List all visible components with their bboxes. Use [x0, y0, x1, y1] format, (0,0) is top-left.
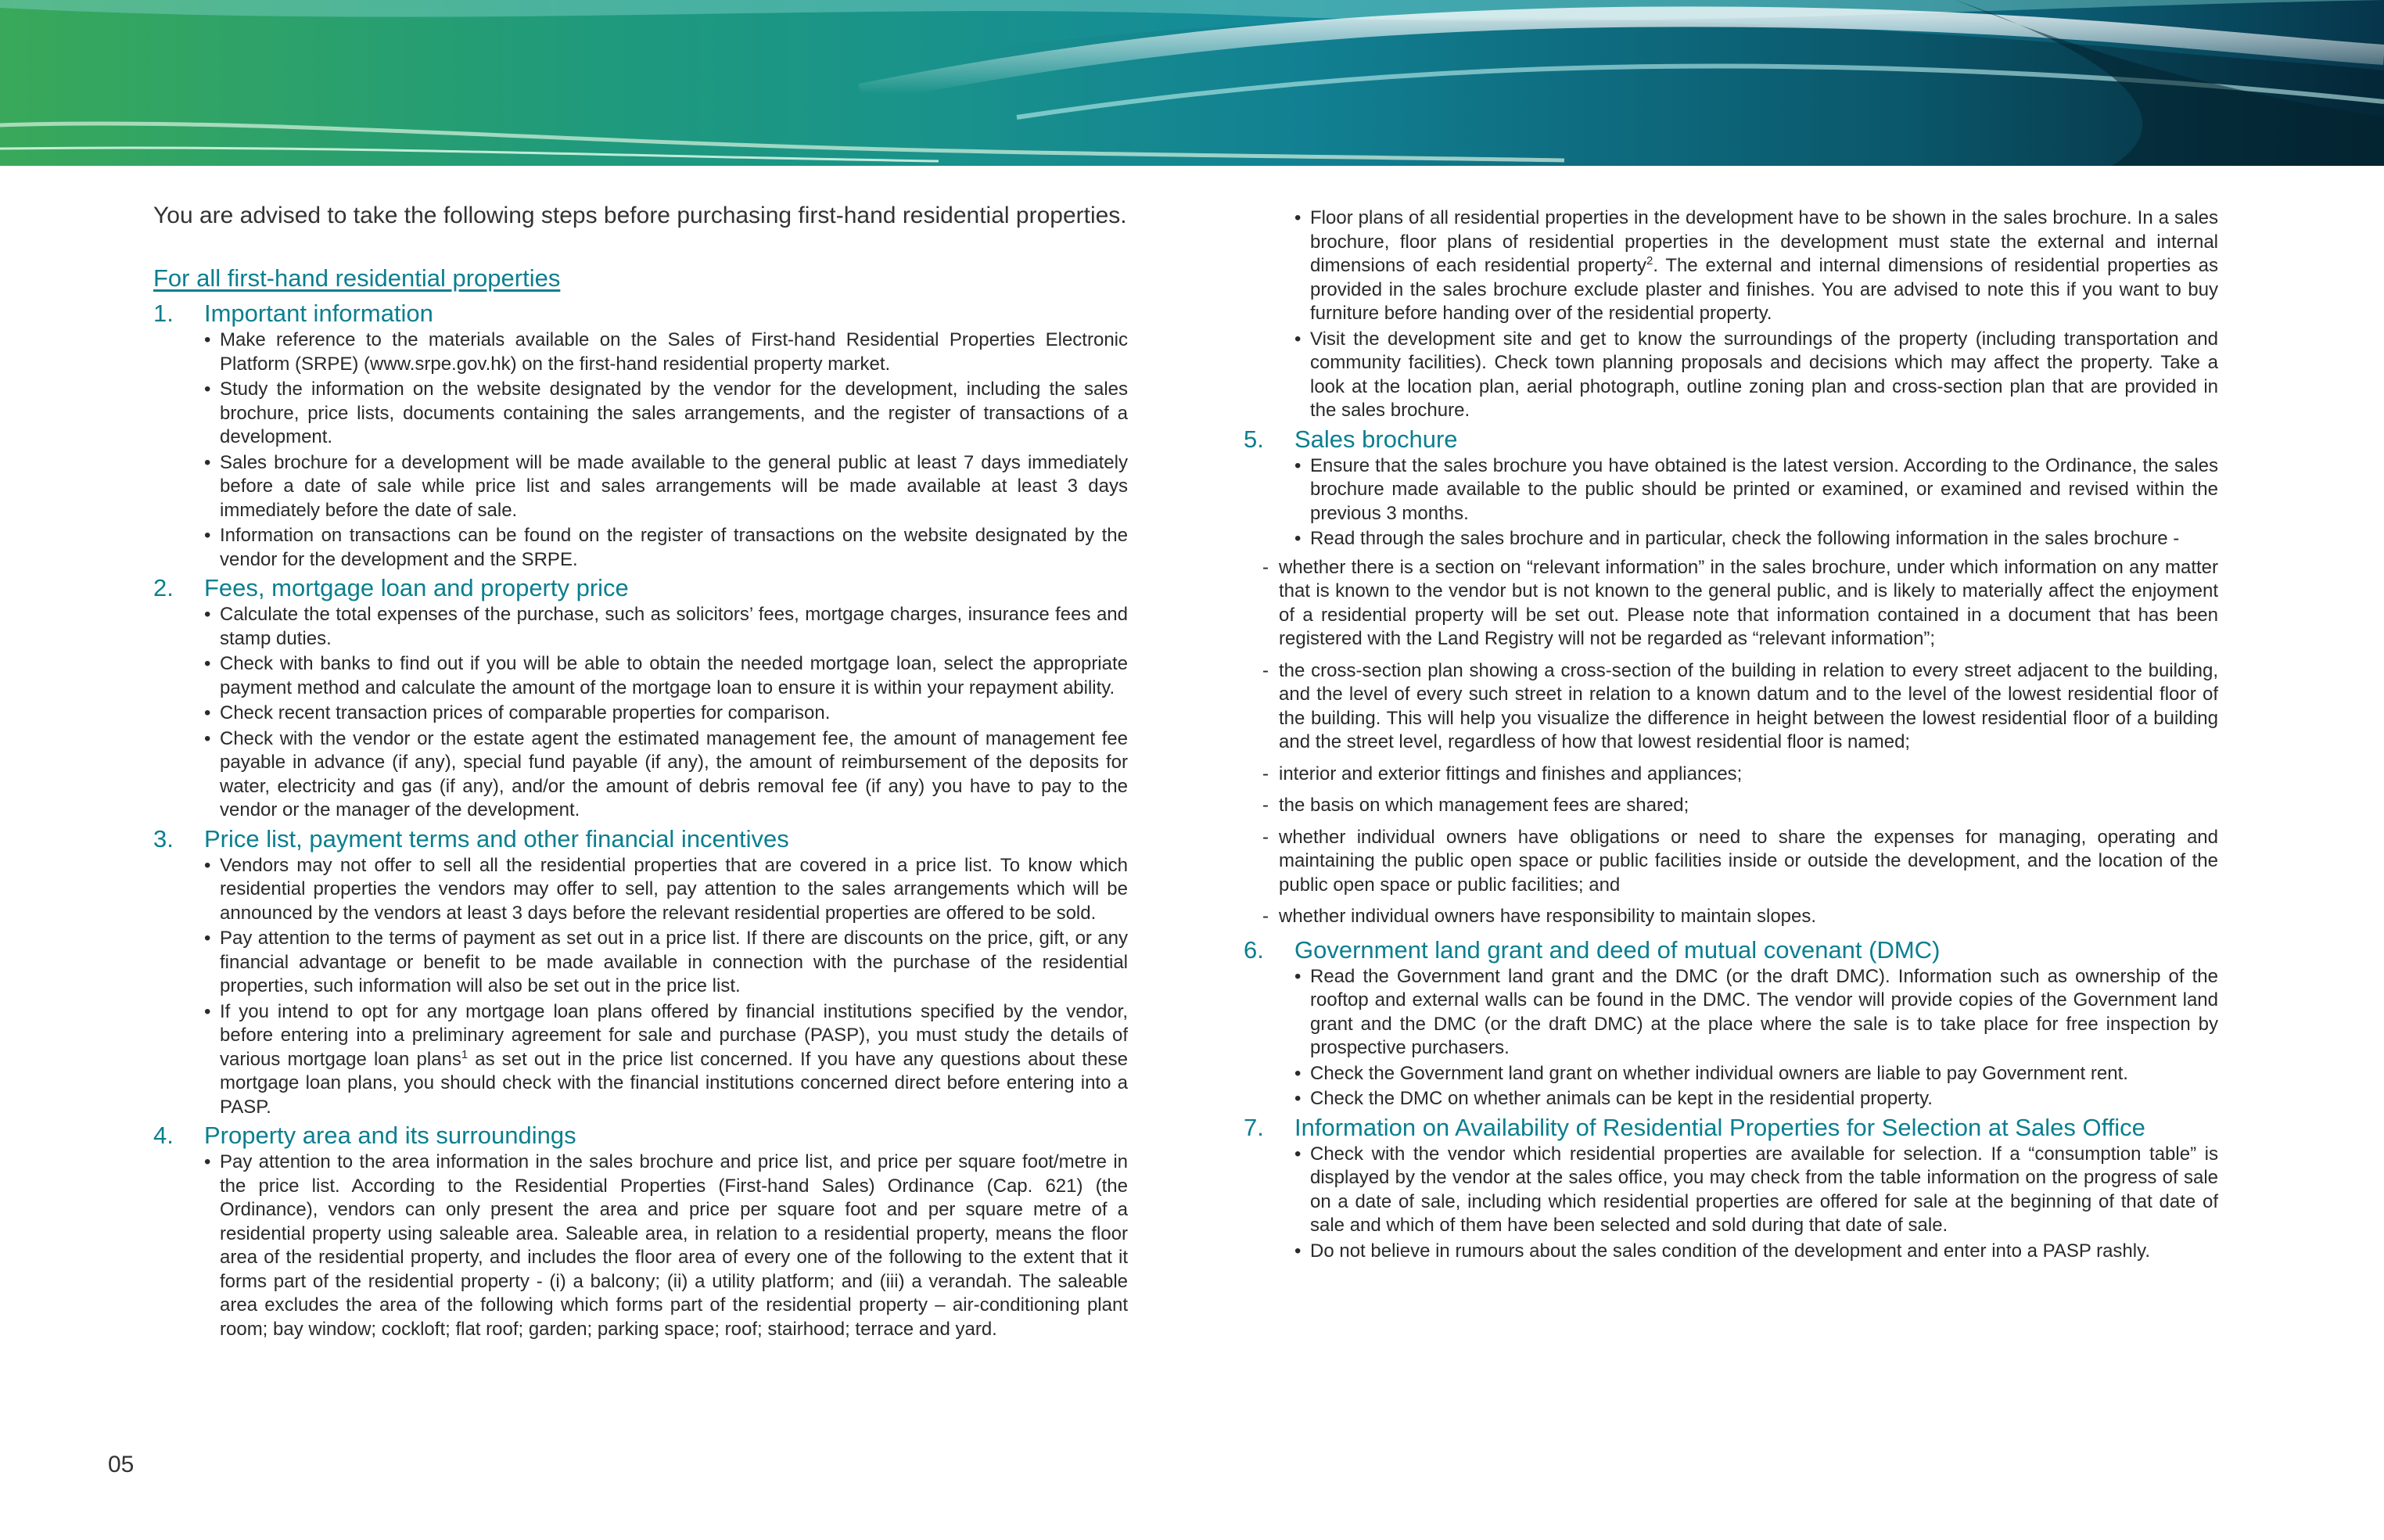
dash-icon: -: [1262, 906, 1269, 927]
section-number: 5.: [1244, 425, 1264, 453]
dash-icon: -: [1262, 795, 1269, 816]
section-number: 6.: [1244, 935, 1264, 964]
bullet-text: Calculate the total expenses of the purchase, such as solicitors’ fees, mortgage charges, insurance fees and stamp duties.: [220, 604, 1128, 649]
section-number: 3.: [153, 824, 174, 853]
category-heading: For all first-hand residential properties: [153, 264, 561, 292]
list-item: [1294, 1240, 2218, 1264]
section-number: 4.: [153, 1122, 174, 1149]
list-item: [204, 1000, 1128, 1120]
bullet-list: [1294, 1143, 2218, 1264]
dash-text: whether individual owners have responsibility to maintain slopes.: [1279, 906, 1817, 927]
bullet-icon: •: [1294, 454, 1302, 476]
bullet-text-part: Floor plans of all residential properties in the development have to be shown in the sales brochure. In a sales brochure, floor plans of residential properties in the development must state the external and internal dimensions of each residential property: [1310, 207, 2218, 276]
bullet-text: Check recent transaction prices of comparable properties for comparison.: [220, 702, 831, 723]
bullet-text: Do not believe in rumours about the sales condition of the development and enter into a PASP rashly.: [1310, 1240, 2150, 1262]
list-item: [1294, 1143, 2218, 1238]
section-title: Information on Availability of Residential Properties for Selection at Sales Office: [1294, 1113, 2145, 1141]
bullet-text: Ensure that the sales brochure you have obtained is the latest version. According to the Ordinance, the sales brochure made available to the public should be printed or examined, or examined and revised within the previous 3 months.: [1310, 454, 2218, 524]
section-heading: [153, 300, 1128, 327]
section-title: Important information: [204, 300, 433, 327]
section-title: Government land grant and deed of mutual covenant (DMC): [1294, 935, 1941, 964]
list-item: [1294, 206, 2218, 326]
list-item: [1262, 794, 2218, 818]
list-item: [204, 451, 1128, 523]
list-item: [1262, 826, 2218, 898]
dash-icon: -: [1262, 659, 1269, 681]
footnote-marker: 1: [461, 1047, 469, 1061]
bullet-icon: •: [1294, 528, 1302, 549]
list-item: [1294, 1062, 2218, 1086]
bullet-icon: •: [204, 928, 211, 949]
dash-icon: -: [1262, 556, 1269, 578]
section-title: Price list, payment terms and other financial incentives: [204, 824, 789, 853]
bullet-text: Check the Government land grant on whether individual owners are liable to pay Government rent.: [1310, 1062, 2128, 1084]
dash-text: interior and exterior fittings and finishes and appliances;: [1279, 763, 1743, 784]
section-heading: [1244, 426, 2218, 453]
section-property-area: [153, 1122, 1128, 1341]
bullet-text-part: . The external and internal dimensions of residential properties as provided in the sales brochure exclude plaster and finishes. You are advised to note this if you want to buy furniture before handing over of the residential property.: [1310, 255, 2218, 324]
list-item: [1262, 659, 2218, 755]
list-item: [204, 378, 1128, 450]
list-item: [1294, 1087, 2218, 1111]
bullet-list: [204, 1151, 1128, 1341]
list-item: [204, 1151, 1128, 1341]
section-number: 7.: [1244, 1113, 1264, 1141]
bullet-text: Information on transactions can be found on the register of transactions on the website designated by the vendor for the development and the SRPE.: [220, 525, 1128, 570]
list-item: [1262, 763, 2218, 787]
section-fees-mortgage: [153, 575, 1128, 823]
bullet-text: Visit the development site and get to know the surroundings of the property (including transportation and community facilities). Check town planning proposals and decisions which may affect the property. Take a look at the location plan, aerial photograph, outline zoning plan and cross-section plan that are provided in the sales brochure.: [1310, 328, 2218, 421]
bullet-text: Check with the vendor or the estate agent the estimated management fee, the amount of management fee payable in advance (if any), special fund payable (if any), the amount of reimbursement of the deposits for water, electricity and gas (if any), and/or the amount of debris removal fee (if any) you have to pay to the vendor or the manager of the development.: [220, 727, 1128, 820]
list-item: [1294, 527, 2218, 551]
left-column: [153, 203, 1128, 1343]
bullet-text: Make reference to the materials available on the Sales of First-hand Residential Properties Electronic Platform (SRPE) (www.srpe.gov.hk) on the first-hand residential property market.: [220, 329, 1128, 375]
bullet-icon: •: [204, 1000, 211, 1022]
list-item: [1294, 454, 2218, 526]
bullet-icon: •: [204, 604, 211, 625]
bullet-icon: •: [204, 653, 211, 674]
bullet-text: Check the DMC on whether animals can be kept in the residential property.: [1310, 1088, 1933, 1109]
bullet-text: Read through the sales brochure and in particular, check the following information in the sales brochure -: [1310, 528, 2180, 549]
section-number: 2.: [153, 574, 174, 601]
bullet-list: [204, 854, 1128, 1120]
bullet-text: Check with the vendor which residential properties are available for selection. If a “consumption table” is displayed by the vendor at the sales office, you may check from the table information on the progress of sale on a date of sale, including which residential properties are offered for sale at the beginning of that date of sale and which of them have been selected and sold during that date of sale.: [1310, 1143, 2218, 1236]
section-number: 1.: [153, 300, 174, 327]
list-item: [204, 927, 1128, 999]
bullet-list: [204, 603, 1128, 823]
section-price-list: [153, 826, 1128, 1120]
bullet-list: [204, 328, 1128, 572]
section-title: Fees, mortgage loan and property price: [204, 574, 629, 601]
section-government-land-grant: [1244, 937, 2218, 1111]
bullet-icon: •: [1294, 1062, 1302, 1084]
bullet-text: Sales brochure for a development will be made available to the general public at least 7 days immediately before a date of sale while price list and sales arrangements will be made available at least 3 days immediately before the date of sale.: [220, 451, 1128, 521]
bullet-text: Read the Government land grant and the DMC (or the draft DMC). Information such as ownership of the rooftop and external walls can be found in the DMC. The vendor will provide copies of the Government land grant and the DMC (or the draft DMC) at the place where the sale is to take place for free inspection by prospective purchasers.: [1310, 965, 2218, 1058]
dash-icon: -: [1262, 763, 1269, 784]
list-item: [204, 328, 1128, 376]
section-title: Property area and its surroundings: [204, 1122, 576, 1149]
bullet-list-continued: [1294, 206, 2218, 423]
intro-paragraph: You are advised to take the following steps before purchasing first-hand residential properties.: [153, 203, 1127, 228]
section-availability: [1244, 1115, 2218, 1264]
page-number: 05: [108, 1452, 135, 1477]
list-item: [204, 702, 1128, 726]
right-column: [1244, 206, 2218, 1265]
bullet-text: Pay attention to the area information in the sales brochure and price list, and price per square foot/metre in the price list. According to the Residential Properties (First-hand Sales) Ordinance (Cap. 621) (the Ordinance), vendors can only present the area and price per square foot and per square metre of a residential property using saleable area. Saleable area, in relation to a residential property, means the floor area of the residential property, and includes the floor area of every one of the following to the extent that it forms part of the residential property - (i) a balcony; (ii) a utility platform; and (iii) a verandah. The saleable area excludes the area of the following which forms part of the residential property – air-conditioning plant room; bay window; cockloft; flat roof; garden; parking space; roof; stairhood; terrace and yard.: [220, 1151, 1128, 1340]
bullet-icon: •: [1294, 1240, 1302, 1262]
section-heading: [1244, 1115, 2218, 1141]
bullet-text: Pay attention to the terms of payment as set out in a price list. If there are discounts on the price, gift, or any financial advantage or benefit to be made available in connection with the purchase of the residential properties, such information will also be set out in the price list.: [220, 928, 1128, 996]
list-item: [1262, 905, 2218, 929]
bullet-icon: •: [1294, 1088, 1302, 1109]
bullet-icon: •: [204, 1151, 211, 1172]
section-heading: [153, 826, 1128, 853]
bullet-icon: •: [204, 451, 211, 473]
list-item: [204, 524, 1128, 572]
list-item: [1262, 556, 2218, 652]
bullet-text: [220, 1000, 1128, 1120]
footnote-marker: 2: [1646, 254, 1653, 267]
bullet-icon: •: [204, 525, 211, 546]
bullet-text-part: If you intend to opt for any mortgage loan plans offered by financial institutions specified by the vendor, before entering into a preliminary agreement for sale and purchase (PASP), you must study the details of various mortgage loan plans: [220, 1000, 1128, 1070]
bullet-icon: •: [204, 727, 211, 749]
section-sales-brochure: [1244, 426, 2218, 929]
bullet-icon: •: [204, 379, 211, 400]
bullet-list: [1294, 454, 2218, 551]
bullet-icon: •: [1294, 328, 1302, 350]
list-item: [1294, 328, 2218, 423]
bullet-text: Study the information on the website designated by the vendor for the development, including the sales brochure, price lists, documents containing the sales arrangements, and the register of transactions of a development.: [220, 379, 1128, 447]
header-banner: [0, 0, 2384, 166]
section-heading: [153, 1122, 1128, 1149]
bullet-icon: •: [204, 854, 211, 876]
list-item: [1294, 965, 2218, 1061]
list-item: [204, 727, 1128, 823]
bullet-icon: •: [204, 329, 211, 350]
section-title: Sales brochure: [1294, 425, 1458, 453]
bullet-icon: •: [1294, 207, 1302, 228]
section-heading: [153, 575, 1128, 601]
bullet-text: [1310, 206, 2218, 326]
list-item: [204, 854, 1128, 926]
section-heading: [1244, 937, 2218, 964]
bullet-text-part: as set out in the price list concerned. If you have any questions about these mortgage loan plans, you should check with the financial institutions concerned direct before entering into a PASP.: [220, 1048, 1128, 1118]
list-item: [204, 603, 1128, 651]
dash-list: [1262, 556, 2218, 929]
bullet-text: Check with banks to find out if you will be able to obtain the needed mortgage loan, select the appropriate payment method and calculate the amount of the mortgage loan to ensure it is within your repayment ability.: [220, 653, 1128, 698]
dash-text: the cross-section plan showing a cross-section of the building in relation to every street adjacent to the building, and the level of every such street in relation to a known datum and to the level of the lowest residential floor of the building. This will help you visualize the difference in height between the lowest residential floor of a building and the street level, regardless of how that lowest residential floor is named;: [1279, 659, 2218, 752]
list-item: [204, 652, 1128, 700]
dash-text: the basis on which management fees are shared;: [1279, 795, 1689, 816]
dash-icon: -: [1262, 826, 1269, 848]
bullet-icon: •: [204, 702, 211, 723]
bullet-text: Vendors may not offer to sell all the residential properties that are covered in a price list. To know which residential properties the vendors may offer to sell, pay attention to the sales arrangements which will be announced by the vendors at least 3 days before the relevant residential properties are offered to be sold.: [220, 854, 1128, 924]
bullet-list: [1294, 965, 2218, 1111]
dash-text: whether individual owners have obligations or need to share the expenses for managing, operating and maintaining the public open space or public facilities inside or outside the development, and the location of the public open space or public facilities; and: [1279, 826, 2218, 896]
bullet-icon: •: [1294, 965, 1302, 987]
dash-text: whether there is a section on “relevant information” in the sales brochure, under which information on any matter that is known to the vendor but is not known to the general public, and is likely to materially affect the enjoyment of a residential property will be set out. Please note that information contained in a document that has been registered with the Land Registry will not be regarded as “relevant information”;: [1279, 556, 2218, 649]
bullet-icon: •: [1294, 1143, 1302, 1165]
banner-wave-graphic: [0, 0, 2384, 166]
section-important-information: [153, 300, 1128, 572]
